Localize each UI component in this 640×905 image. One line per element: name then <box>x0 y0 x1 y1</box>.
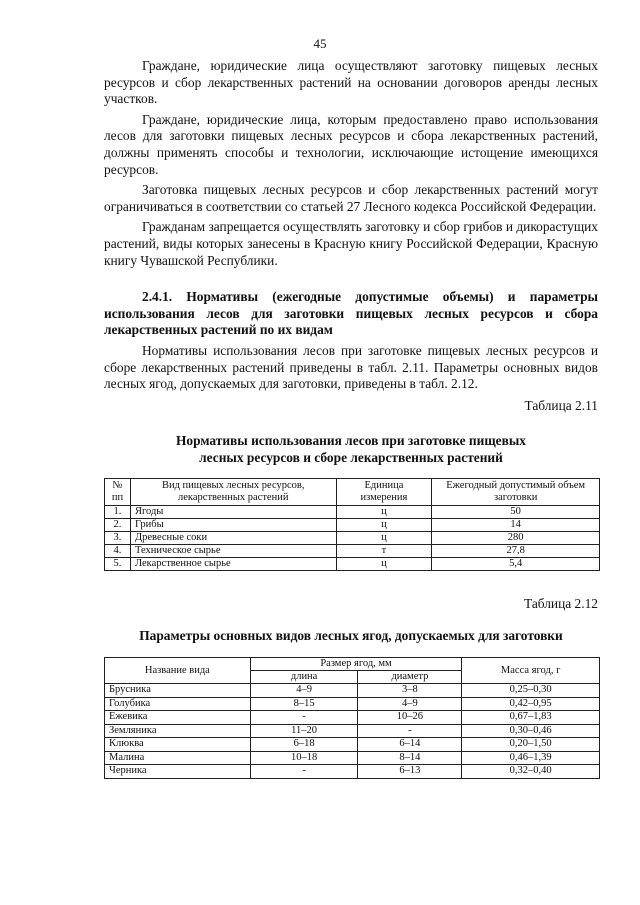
cell-mass: 0,32–0,40 <box>462 765 600 779</box>
cell-diameter: 8–14 <box>358 751 462 765</box>
cell-type: Древесные соки <box>130 532 336 545</box>
cell-unit: т <box>336 545 432 558</box>
header-volume: Ежегодный допустимый объем заготовки <box>432 479 600 506</box>
cell-mass: 0,30–0,46 <box>462 724 600 738</box>
table-row <box>105 738 600 752</box>
cell-diameter: 4–9 <box>358 697 462 711</box>
header-num: № пп <box>105 479 131 506</box>
table-row <box>105 532 600 545</box>
header-name: Название вида <box>105 658 251 684</box>
table-2-12-title: Параметры основных видов лесных ягод, допускаемых для заготовки <box>139 628 563 643</box>
table-2-12-label: Таблица 2.12 <box>523 596 598 611</box>
cell-diameter: 10–26 <box>358 711 462 725</box>
section-text: Нормативы использования лесов при заготовке пищевых лесных ресурсов и сборе лекарственных растений приведены в табл. 2.11. Параметры основных видов лесных ягод, допускаемых для заготовки, приведены в табл. 2.12. <box>104 342 598 392</box>
table-row <box>105 519 600 532</box>
cell-mass: 0,25–0,30 <box>462 684 600 698</box>
cell-length: 6–18 <box>250 738 358 752</box>
cell-mass: 0,42–0,95 <box>462 697 600 711</box>
cell-volume: 14 <box>432 519 600 532</box>
cell-name: Земляника <box>105 724 251 738</box>
cell-diameter: - <box>358 724 462 738</box>
cell-name: Малина <box>105 751 251 765</box>
paragraph-1: Граждане, юридические лица осуществляют заготовку пищевых лесных ресурсов и сбор лекарственных растений на основании договоров аренды лесных участков. <box>104 58 598 107</box>
cell-num: 5. <box>105 558 131 571</box>
cell-name: Голубика <box>105 697 251 711</box>
cell-num: 3. <box>105 532 131 545</box>
cell-volume: 50 <box>432 506 600 519</box>
table-2-11 <box>104 478 600 571</box>
header-size: Размер ягод, мм <box>250 658 462 671</box>
table-header-row <box>105 658 600 671</box>
table-2-12 <box>104 657 600 779</box>
cell-type: Ягоды <box>130 506 336 519</box>
table-row <box>105 765 600 779</box>
table-2-11-title-line-2: лесных ресурсов и сборе лекарственных растений <box>199 450 503 465</box>
table-row <box>105 545 600 558</box>
cell-length: - <box>250 765 358 779</box>
cell-name: Брусника <box>105 684 251 698</box>
cell-length: 8–15 <box>250 697 358 711</box>
table-row <box>105 684 600 698</box>
cell-num: 2. <box>105 519 131 532</box>
cell-name: Ежевика <box>105 711 251 725</box>
cell-num: 4. <box>105 545 131 558</box>
paragraph-4: Гражданам запрещается осуществлять заготовку и сбор грибов и дикорастущих растений, виды которых занесены в Красную книгу Российской Федерации, Красную книгу Чувашской Республики. <box>104 219 598 268</box>
cell-length: 4–9 <box>250 684 358 698</box>
header-length: длина <box>250 671 358 684</box>
cell-length: - <box>250 711 358 725</box>
cell-type: Техническое сырье <box>130 545 336 558</box>
table-2-11-title <box>104 432 598 466</box>
cell-diameter: 6–13 <box>358 765 462 779</box>
cell-length: 10–18 <box>250 751 358 765</box>
cell-length: 11–20 <box>250 724 358 738</box>
cell-mass: 0,20–1,50 <box>462 738 600 752</box>
cell-unit: ц <box>336 506 432 519</box>
table-row <box>105 506 600 519</box>
table-row <box>105 558 600 571</box>
cell-name: Клюква <box>105 738 251 752</box>
paragraph-3: Заготовка пищевых лесных ресурсов и сбор лекарственных растений могут ограничиваться в соответствии со статьей 27 Лесного кодекса Российской Федерации. <box>104 182 598 214</box>
body-text <box>104 58 598 397</box>
cell-name: Черника <box>105 765 251 779</box>
header-type: Вид пищевых лесных ресурсов, лекарственных растений <box>130 479 336 506</box>
header-unit: Единица измерения <box>336 479 432 506</box>
paragraph-2: Граждане, юридические лица, которым предоставлено право использования лесов для заготовки пищевых лесных ресурсов и сбора лекарственных растений, должны применять способы и технологии, исключающие истощение имеющихся ресурсов. <box>104 111 598 177</box>
page-number: 45 <box>313 36 327 51</box>
table-row <box>105 711 600 725</box>
cell-volume: 27,8 <box>432 545 600 558</box>
cell-diameter: 3–8 <box>358 684 462 698</box>
cell-num: 1. <box>105 506 131 519</box>
cell-volume: 280 <box>432 532 600 545</box>
table-row <box>105 724 600 738</box>
cell-unit: ц <box>336 532 432 545</box>
cell-unit: ц <box>336 519 432 532</box>
cell-type: Лекарственное сырье <box>130 558 336 571</box>
table-header-row <box>105 479 600 506</box>
table-2-11-label: Таблица 2.11 <box>524 398 598 413</box>
cell-diameter: 6–14 <box>358 738 462 752</box>
section-title: 2.4.1. Нормативы (ежегодные допустимые объемы) и параметры использования лесов для заготовки пищевых лесных ресурсов и сбора лекарственных растений по их видам <box>104 289 598 338</box>
header-diameter: диаметр <box>358 671 462 684</box>
header-mass: Масса ягод, г <box>462 658 600 684</box>
cell-unit: ц <box>336 558 432 571</box>
cell-volume: 5,4 <box>432 558 600 571</box>
cell-type: Грибы <box>130 519 336 532</box>
table-row <box>105 751 600 765</box>
cell-mass: 0,46–1,39 <box>462 751 600 765</box>
cell-mass: 0,67–1,83 <box>462 711 600 725</box>
table-2-11-title-line-1: Нормативы использования лесов при заготовке пищевых <box>176 433 526 448</box>
table-row <box>105 697 600 711</box>
